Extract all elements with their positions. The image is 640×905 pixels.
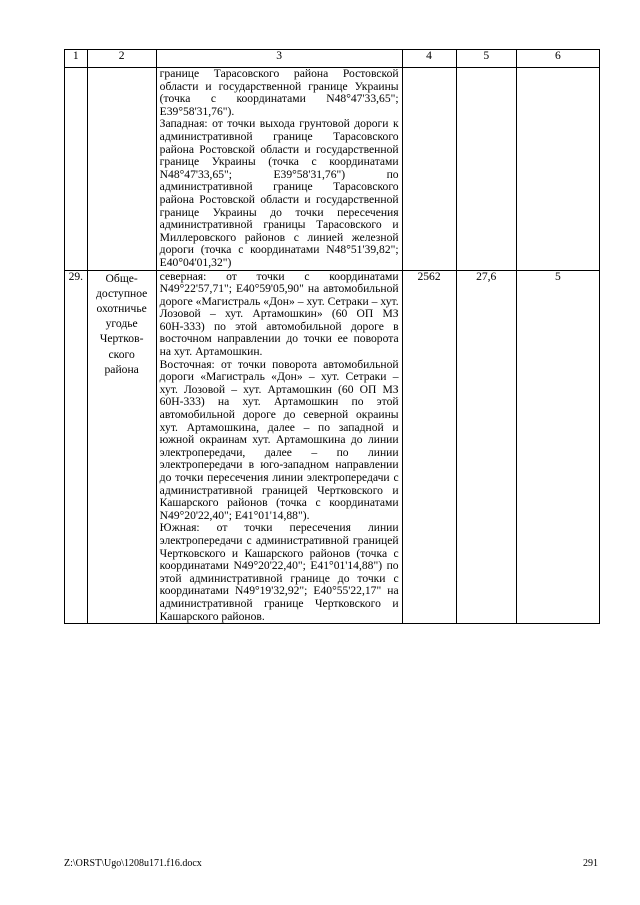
table-row-continuation [65,68,600,271]
column-number-row [65,50,600,68]
boundary-text: границе Тарасовского района Ростовской области и государственной границе Украины (точка с координатами N48°47'33,65"; E39°58'31,76"). [159,67,399,118]
value-cell [402,68,456,271]
boundary-text: Западная: от точки выхода грунтовой дороги к административной границе Тарасовского района Ростовской области и государственной границе Украины (точка с координатами N48°47'33,65"; E39°58'31,76") по административной границе Тарасовского района Ростовской области и государственной границе Украины до точки пересечения административной границы Тарасовского и Миллеровского районов с линией железной дороги (точка с координатами N48°51'39,82"; E40°04'01,32") [159,117,399,269]
hunting-grounds-table [64,49,600,624]
boundary-description-cell [156,270,402,624]
value-col6: 5 [516,270,599,624]
hunting-ground-name: Обще-доступное охотничье угодье Чертков-ского района [95,271,148,376]
row-name-cell [87,270,156,624]
column-number: 2 [87,50,156,68]
column-number: 3 [156,50,402,68]
area-value: 2562 [402,270,456,624]
column-number: 5 [456,50,516,68]
row-number-cell [65,68,88,271]
boundary-text: Восточная: от точки поворота автомобильной дороги «Магистраль «Дон» – хут. Сетраки – хут. Лозовой – хут. Артамошкин (60 ОП МЗ 60Н-333) на хут. Артамошкин по этой автомобильной дороге до северной окраины хут. Артамошкина, далее – по западной и южной окраинам хут. Артамошкина до линии электропередачи, далее – по линии электропередачи в юго-западном направлении до точки пересечения линии электропередачи с административной границей Чертковского и Кашарского районов (точка с координатами N49°20'22,40"; E41°01'14,88"). [159,357,399,522]
row-number: 29. [65,270,88,624]
column-number: 4 [402,50,456,68]
file-path: Z:\ORST\Ugo\1208u171.f16.docx [64,858,202,869]
table-row-29 [65,270,600,624]
value-col5: 27,6 [456,270,516,624]
value-cell [456,68,516,271]
boundary-text: северная: от точки с координатами N49°22'57,71"; E40°59'05,90" на автомобильной дороге «Магистраль «Дон» – хут. Сетраки – хут. Лозовой – хут. Артамошкин» (60 ОП МЗ 60Н-333) по этой автомобильной дороге в восточном направлении до точки ее поворота на хут. Артамошкин. [159,269,399,359]
boundary-text: Южная: от точки пересечения линии электропередачи с административной границей Чертковского и Кашарского районов (точка с координатами N49°20'22,40"; E41°01'14,88") по этой административной границе до точки с координатами N49°19'32,92"; E40°55'22,17" на административной границе Чертковского и Кашарского районов. [159,521,399,623]
page-number: 291 [583,858,598,869]
column-number: 1 [65,50,88,68]
column-number: 6 [516,50,599,68]
boundary-description-cell [156,68,402,271]
value-cell [516,68,599,271]
row-name-cell [87,68,156,271]
